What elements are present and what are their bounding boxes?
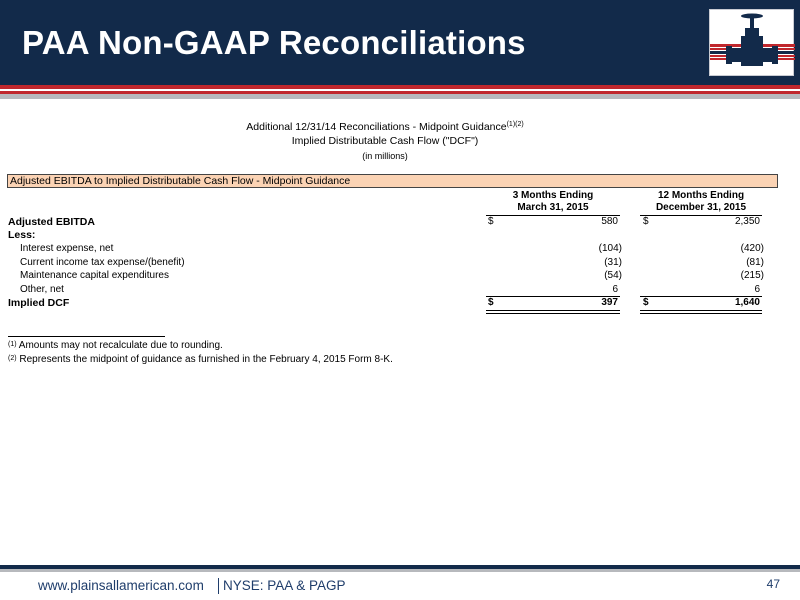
currency-symbol: $ — [488, 297, 494, 308]
section-header-label: Adjusted EBITDA to Implied Distributable Cash Flow - Midpoint Guidance — [10, 175, 351, 187]
valve-logo-icon — [710, 10, 795, 77]
page-number: 47 — [766, 577, 780, 591]
footer-website-link[interactable]: www.plainsallamerican.com — [38, 578, 204, 593]
currency-symbol: $ — [643, 216, 649, 227]
column-header-q1-line1: 3 Months Ending — [512, 190, 594, 201]
report-title-text: Additional 12/31/14 Reconciliations - Midpoint Guidance — [246, 121, 507, 133]
row-label-less: Less: — [8, 229, 36, 241]
value-other-q1: 6 — [612, 284, 618, 295]
value-maint-q1: (54) — [604, 270, 622, 281]
row-label-maintenance-capex: Maintenance capital expenditures — [20, 270, 169, 281]
footnote-1 — [8, 340, 223, 352]
total-double-rule-fy — [640, 310, 762, 311]
row-label-implied-dcf: Implied DCF — [8, 297, 70, 309]
footnote-2-text: Represents the midpoint of guidance as furnished in the February 4, 2015 Form 8-K. — [19, 354, 393, 365]
value-tax-fy: (81) — [746, 257, 764, 268]
report-units: (in millions) — [362, 151, 408, 161]
value-tax-q1: (31) — [604, 257, 622, 268]
footer-separator — [218, 578, 219, 594]
value-ebitda-fy: 2,350 — [734, 216, 760, 227]
report-title — [0, 121, 770, 133]
column-header-q1-line2: March 31, 2015 — [517, 202, 589, 213]
report-title-superscript: (1)(2) — [506, 121, 524, 128]
row-label-adjusted-ebitda: Adjusted EBITDA — [8, 216, 95, 228]
row-label-interest-expense: Interest expense, net — [20, 243, 114, 254]
report-subtitle: Implied Distributable Cash Flow ("DCF") — [291, 135, 479, 147]
header-stripe-gray — [0, 94, 800, 99]
value-interest-q1: (104) — [598, 243, 622, 254]
value-ebitda-q1: 580 — [601, 216, 618, 227]
currency-symbol: $ — [488, 216, 494, 227]
row-label-other-net: Other, net — [20, 284, 64, 295]
section-header — [7, 174, 778, 188]
footnote-1-marker: (1) — [8, 341, 17, 348]
footnote-2 — [8, 354, 393, 366]
footnote-1-text: Amounts may not recalculate due to rounding. — [18, 340, 223, 351]
total-double-rule-q1 — [486, 310, 620, 311]
value-maint-fy: (215) — [740, 270, 764, 281]
value-dcf-q1: 397 — [601, 297, 618, 308]
footnote-rule — [8, 336, 165, 337]
row-label-income-tax: Current income tax expense/(benefit) — [20, 257, 185, 268]
column-header-fy-line2: December 31, 2015 — [655, 202, 747, 213]
total-double-rule-fy — [640, 313, 762, 314]
column-header-fy-line1: 12 Months Ending — [657, 190, 745, 201]
footer-rule-gray — [0, 569, 800, 572]
footer-ticker: NYSE: PAA & PAGP — [223, 578, 346, 593]
footnote-2-marker: (2) — [8, 355, 17, 362]
total-double-rule-q1 — [486, 313, 620, 314]
value-interest-fy: (420) — [740, 243, 764, 254]
currency-symbol: $ — [643, 297, 649, 308]
page-title: PAA Non-GAAP Reconciliations — [22, 24, 526, 61]
slide-header — [0, 0, 800, 85]
value-other-fy: 6 — [754, 284, 760, 295]
company-logo — [709, 9, 794, 76]
value-dcf-fy: 1,640 — [734, 297, 760, 308]
